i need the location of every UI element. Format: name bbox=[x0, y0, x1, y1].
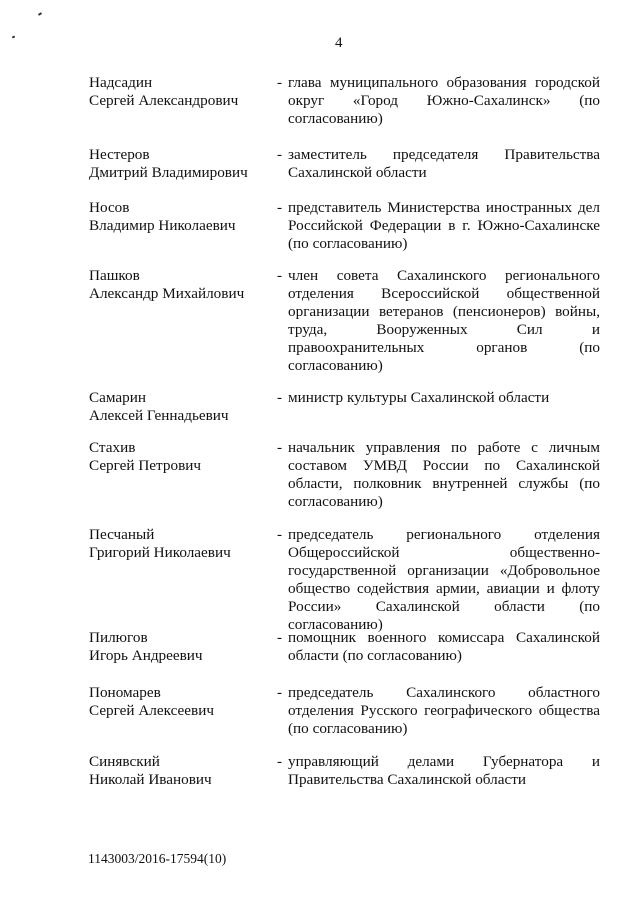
member-surname: Носов bbox=[89, 199, 130, 216]
member-role: министр культуры Сахалинской области bbox=[288, 389, 550, 406]
member-role: начальник управления по работе с личным составом УМВД России по Сахалинской области, полковник внутренней службы (по согласованию) bbox=[288, 439, 600, 510]
member-name bbox=[89, 684, 279, 720]
member-surname: Нестеров bbox=[89, 146, 150, 163]
separator-dash: - bbox=[277, 753, 283, 770]
member-given-names: Дмитрий Владимирович bbox=[89, 164, 248, 181]
scan-mark-left bbox=[12, 36, 16, 39]
member-surname: Пономарев bbox=[89, 684, 161, 701]
member-surname: Самарин bbox=[89, 389, 146, 406]
document-code: 1143003/2016-17594(10) bbox=[88, 851, 227, 866]
separator-dash: - bbox=[277, 199, 283, 216]
member-surname: Пашков bbox=[89, 267, 140, 284]
member-given-names: Сергей Петрович bbox=[89, 457, 202, 474]
member-surname: Синявский bbox=[89, 753, 160, 770]
member-role: председатель регионального отделения Общероссийской общественно-государственной организации «Добровольное общество содействия армии, авиации и флоту России» Сахалинской области (по согласованию) bbox=[288, 526, 600, 633]
member-given-names: Александр Михайлович bbox=[89, 285, 245, 302]
member-name bbox=[89, 146, 279, 182]
member-name bbox=[89, 199, 279, 235]
member-given-names: Владимир Николаевич bbox=[89, 217, 236, 234]
member-role: заместитель председателя Правительства Сахалинской области bbox=[288, 146, 600, 181]
member-given-names: Алексей Геннадьевич bbox=[89, 407, 229, 424]
separator-dash: - bbox=[277, 146, 283, 163]
separator-dash: - bbox=[277, 629, 283, 646]
member-name bbox=[89, 526, 279, 562]
member-name bbox=[89, 439, 279, 475]
member-given-names: Сергей Александрович bbox=[89, 92, 239, 109]
separator-dash: - bbox=[277, 267, 283, 284]
member-role: член совета Сахалинского регионального отделения Всероссийской общественной организации ветеранов (пенсионеров) войны, труда, Вооруженных Сил и правоохранительных органов (по согласованию) bbox=[288, 267, 600, 374]
member-name bbox=[89, 389, 279, 425]
member-surname: Пилюгов bbox=[89, 629, 148, 646]
member-given-names: Николай Иванович bbox=[89, 771, 212, 788]
member-role: глава муниципального образования городской округ «Город Южно-Сахалинск» (по согласованию) bbox=[288, 74, 600, 127]
member-name bbox=[89, 74, 279, 110]
member-role: председатель Сахалинского областного отделения Русского географического общества (по согласованию) bbox=[288, 684, 600, 737]
separator-dash: - bbox=[277, 389, 283, 406]
page-number: 4 bbox=[335, 35, 343, 51]
member-name bbox=[89, 629, 279, 665]
member-name bbox=[89, 753, 279, 789]
member-surname: Песчаный bbox=[89, 526, 155, 543]
member-given-names: Игорь Андреевич bbox=[89, 647, 203, 664]
member-surname: Надсадин bbox=[89, 74, 153, 91]
separator-dash: - bbox=[277, 439, 283, 456]
member-role: помощник военного комиссара Сахалинской области (по согласованию) bbox=[288, 629, 600, 664]
member-given-names: Григорий Николаевич bbox=[89, 544, 231, 561]
member-role: представитель Министерства иностранных дел Российской Федерации в г. Южно-Сахалинске (по согласованию) bbox=[288, 199, 600, 252]
member-role: управляющий делами Губернатора и Правительства Сахалинской области bbox=[288, 753, 600, 788]
separator-dash: - bbox=[277, 74, 283, 91]
member-given-names: Сергей Алексеевич bbox=[89, 702, 214, 719]
member-surname: Стахив bbox=[89, 439, 136, 456]
member-name bbox=[89, 267, 279, 303]
separator-dash: - bbox=[277, 684, 283, 701]
separator-dash: - bbox=[277, 526, 283, 543]
scan-mark-top-left bbox=[38, 12, 42, 16]
